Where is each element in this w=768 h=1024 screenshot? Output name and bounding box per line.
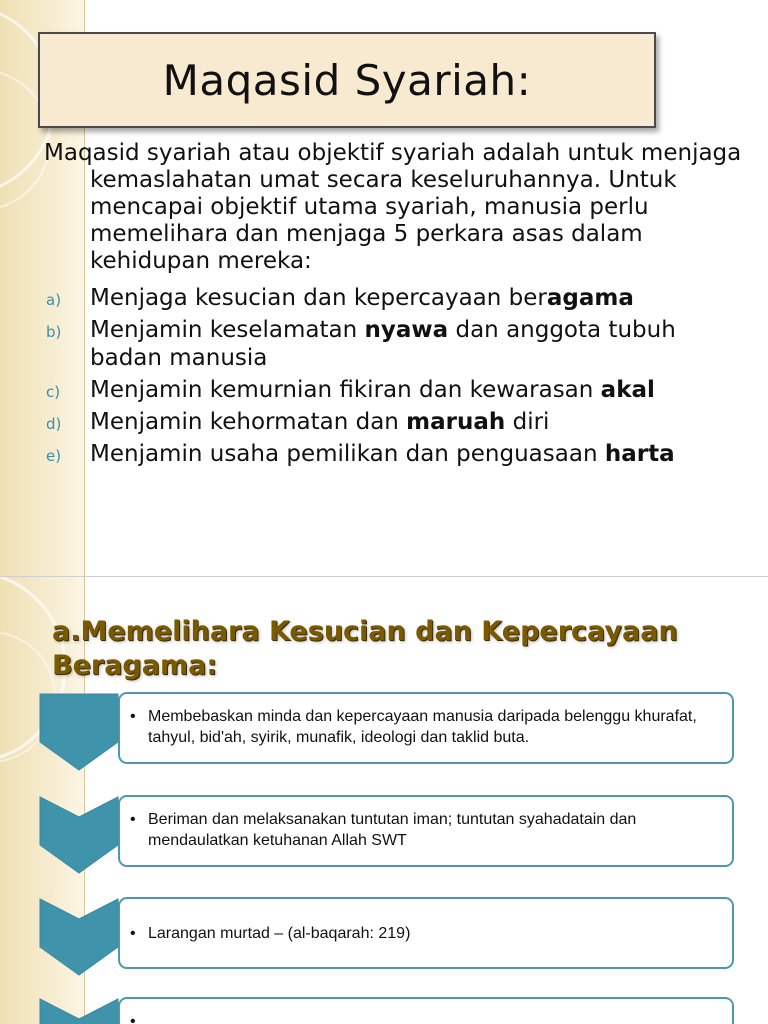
list-item: a) Menjaga kesucian dan kepercayaan beragama	[44, 284, 734, 312]
list-marker: e)	[46, 447, 62, 465]
chevron-down-icon	[38, 897, 120, 977]
list-marker: d)	[46, 415, 62, 433]
list-item: c) Menjamin kemurnian fikiran dan kewarasan akal	[44, 376, 734, 404]
keyword: agama	[546, 285, 634, 311]
chevron-down-icon	[38, 692, 120, 772]
intro-paragraph: Maqasid syariah atau objektif syariah adalah untuk menjaga kemaslahatan umat secara keseluruhannya. Untuk mencapai objektif utama syariah, manusia perlu memelihara dan menjaga 5 perkara asas dalam kehidupan mereka:	[44, 140, 742, 274]
list-marker: b)	[46, 323, 62, 341]
list-item: d) Menjamin kehormatan dan maruah diri	[44, 408, 734, 436]
keyword: harta	[604, 441, 675, 467]
slide-title: Maqasid Syariah:	[162, 55, 532, 105]
list-item: b) Menjamin keselamatan nyawa dan anggota tubuh badan manusia	[46, 317, 676, 371]
keyword: maruah	[406, 409, 506, 435]
card-text: • Larangan murtad – (al-baqarah: 219)	[148, 923, 726, 944]
chevron-down-icon	[38, 997, 120, 1024]
card-text: • Beriman dan melaksanakan tuntutan iman; tuntutan syahadatain dan mendaulatkan ketuhanan Allah SWT	[148, 809, 726, 851]
process-row	[38, 795, 738, 875]
process-card	[118, 692, 734, 764]
process-row	[38, 997, 738, 1024]
chevron-down-icon	[38, 795, 120, 875]
list-item: e) Menjamin usaha pemilikan dan penguasaan harta	[44, 440, 734, 468]
section-heading: a.Memelihara Kesucian dan Kepercayaan Beragama:	[52, 616, 678, 681]
title-box	[38, 32, 656, 128]
card-text: • Membebaskan minda dan kepercayaan manusia daripada belenggu khurafat, tahyul, bid'ah, syirik, munafik, ideologi dan taklid buta.	[148, 706, 726, 748]
list-marker: c)	[46, 383, 61, 401]
keyword: akal	[600, 377, 655, 403]
objective-list	[44, 284, 734, 472]
process-row	[38, 897, 738, 977]
process-card	[118, 897, 734, 969]
list-marker: a)	[46, 291, 62, 309]
process-card	[118, 795, 734, 867]
process-card	[118, 997, 734, 1024]
keyword: nyawa	[364, 317, 449, 343]
slide-2	[0, 577, 768, 1024]
process-row	[38, 692, 738, 772]
